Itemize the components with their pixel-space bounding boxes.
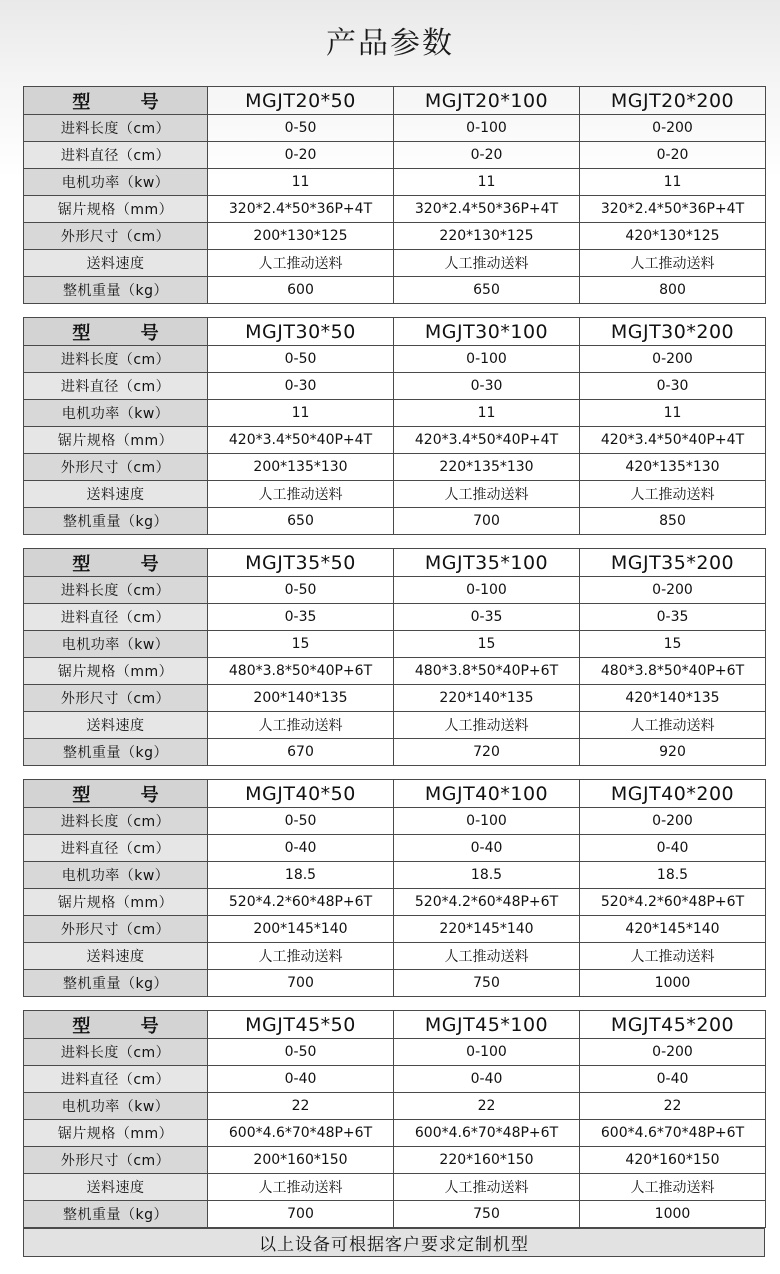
spec-value-cell: 220*140*135	[394, 685, 580, 712]
spec-value-cell: 0-50	[208, 115, 394, 142]
spec-value-cell: 480*3.8*50*40P+6T	[208, 658, 394, 685]
spec-value-cell: 600*4.6*70*48P+6T	[580, 1120, 766, 1147]
spec-table-5	[23, 1010, 766, 1228]
row-label-motor-power: 电机功率（kw）	[24, 862, 208, 889]
model-name-cell: MGJT30*50	[208, 318, 394, 346]
spec-value-cell: 200*140*135	[208, 685, 394, 712]
spec-row-feed-speed	[24, 943, 766, 970]
spec-value-cell: 600*4.6*70*48P+6T	[208, 1120, 394, 1147]
spec-value-cell: 220*135*130	[394, 454, 580, 481]
spec-value-cell: 0-50	[208, 808, 394, 835]
row-label-dimensions: 外形尺寸（cm）	[24, 223, 208, 250]
row-label-weight: 整机重量（kg）	[24, 1201, 208, 1228]
spec-value-cell: 420*3.4*50*40P+4T	[580, 427, 766, 454]
spec-value-cell: 人工推动送料	[208, 712, 394, 739]
spec-row-weight	[24, 1201, 766, 1228]
spec-value-cell: 0-40	[580, 835, 766, 862]
model-name-cell: MGJT20*50	[208, 87, 394, 115]
spec-value-cell: 11	[580, 400, 766, 427]
spec-value-cell: 520*4.2*60*48P+6T	[208, 889, 394, 916]
spec-value-cell: 0-200	[580, 577, 766, 604]
row-label-weight: 整机重量（kg）	[24, 739, 208, 766]
spec-value-cell: 18.5	[208, 862, 394, 889]
spec-value-cell: 人工推动送料	[208, 481, 394, 508]
spec-value-cell: 320*2.4*50*36P+4T	[580, 196, 766, 223]
spec-value-cell: 0-100	[394, 346, 580, 373]
row-label-feed-length: 进料长度（cm）	[24, 346, 208, 373]
spec-value-cell: 600*4.6*70*48P+6T	[394, 1120, 580, 1147]
model-label: 型 号	[24, 1011, 208, 1039]
row-label-blade-spec: 锯片规格（mm）	[24, 658, 208, 685]
spec-value-cell: 850	[580, 508, 766, 535]
spec-value-cell: 人工推动送料	[580, 250, 766, 277]
spec-value-cell: 320*2.4*50*36P+4T	[208, 196, 394, 223]
model-name-cell: MGJT30*100	[394, 318, 580, 346]
spec-row-feed-length	[24, 577, 766, 604]
model-label: 型 号	[24, 780, 208, 808]
spec-value-cell: 480*3.8*50*40P+6T	[580, 658, 766, 685]
spec-value-cell: 700	[394, 508, 580, 535]
spec-value-cell: 0-40	[208, 1066, 394, 1093]
spec-value-cell: 0-20	[208, 142, 394, 169]
row-label-feed-diameter: 进料直径（cm）	[24, 1066, 208, 1093]
spec-value-cell: 480*3.8*50*40P+6T	[394, 658, 580, 685]
model-name-cell: MGJT40*50	[208, 780, 394, 808]
spec-value-cell: 420*145*140	[580, 916, 766, 943]
spec-row-blade-spec	[24, 196, 766, 223]
spec-value-cell: 0-50	[208, 577, 394, 604]
spec-row-dimensions	[24, 223, 766, 250]
spec-tables	[23, 86, 765, 1257]
model-header-row	[24, 87, 766, 115]
model-name-cell: MGJT40*100	[394, 780, 580, 808]
spec-row-blade-spec	[24, 889, 766, 916]
spec-value-cell: 200*130*125	[208, 223, 394, 250]
spec-value-cell: 420*130*125	[580, 223, 766, 250]
row-label-feed-speed: 送料速度	[24, 712, 208, 739]
spec-row-dimensions	[24, 1147, 766, 1174]
row-label-feed-speed: 送料速度	[24, 943, 208, 970]
model-name-cell: MGJT45*50	[208, 1011, 394, 1039]
spec-value-cell: 人工推动送料	[208, 1174, 394, 1201]
model-name-cell: MGJT20*100	[394, 87, 580, 115]
spec-value-cell: 0-200	[580, 115, 766, 142]
spec-value-cell: 人工推动送料	[394, 250, 580, 277]
spec-value-cell: 0-35	[208, 604, 394, 631]
spec-row-weight	[24, 970, 766, 997]
spec-row-motor-power	[24, 1093, 766, 1120]
spec-row-feed-speed	[24, 250, 766, 277]
spec-row-feed-speed	[24, 712, 766, 739]
spec-value-cell: 920	[580, 739, 766, 766]
spec-row-feed-diameter	[24, 142, 766, 169]
model-header-row	[24, 780, 766, 808]
row-label-feed-speed: 送料速度	[24, 1174, 208, 1201]
spec-value-cell: 0-40	[394, 835, 580, 862]
spec-value-cell: 11	[394, 169, 580, 196]
spec-value-cell: 420*135*130	[580, 454, 766, 481]
spec-value-cell: 人工推动送料	[580, 943, 766, 970]
spec-row-weight	[24, 277, 766, 304]
row-label-feed-speed: 送料速度	[24, 250, 208, 277]
model-name-cell: MGJT30*200	[580, 318, 766, 346]
spec-value-cell: 22	[394, 1093, 580, 1120]
spec-value-cell: 200*160*150	[208, 1147, 394, 1174]
spec-value-cell: 0-30	[580, 373, 766, 400]
spec-value-cell: 11	[208, 169, 394, 196]
spec-value-cell: 人工推动送料	[394, 481, 580, 508]
spec-value-cell: 人工推动送料	[394, 1174, 580, 1201]
row-label-motor-power: 电机功率（kw）	[24, 631, 208, 658]
spec-value-cell: 0-200	[580, 1039, 766, 1066]
model-label: 型 号	[24, 549, 208, 577]
model-name-cell: MGJT40*200	[580, 780, 766, 808]
spec-value-cell: 420*160*150	[580, 1147, 766, 1174]
spec-value-cell: 0-200	[580, 808, 766, 835]
spec-row-blade-spec	[24, 1120, 766, 1147]
model-name-cell: MGJT20*200	[580, 87, 766, 115]
spec-table-4	[23, 779, 766, 997]
model-header-row	[24, 318, 766, 346]
spec-value-cell: 0-30	[208, 373, 394, 400]
spec-value-cell: 670	[208, 739, 394, 766]
row-label-motor-power: 电机功率（kw）	[24, 1093, 208, 1120]
spec-row-feed-diameter	[24, 604, 766, 631]
spec-value-cell: 人工推动送料	[208, 250, 394, 277]
row-label-motor-power: 电机功率（kw）	[24, 400, 208, 427]
spec-table-1	[23, 86, 766, 304]
spec-value-cell: 800	[580, 277, 766, 304]
spec-value-cell: 人工推动送料	[580, 481, 766, 508]
spec-value-cell: 420*140*135	[580, 685, 766, 712]
spec-value-cell: 11	[394, 400, 580, 427]
spec-value-cell: 750	[394, 1201, 580, 1228]
spec-value-cell: 15	[580, 631, 766, 658]
spec-value-cell: 0-50	[208, 1039, 394, 1066]
spec-value-cell: 18.5	[394, 862, 580, 889]
spec-value-cell: 0-100	[394, 1039, 580, 1066]
spec-value-cell: 0-20	[580, 142, 766, 169]
spec-value-cell: 600	[208, 277, 394, 304]
spec-row-blade-spec	[24, 427, 766, 454]
spec-value-cell: 0-20	[394, 142, 580, 169]
page-title: 产品参数	[326, 26, 454, 61]
row-label-feed-diameter: 进料直径（cm）	[24, 142, 208, 169]
spec-table-3	[23, 548, 766, 766]
spec-value-cell: 22	[208, 1093, 394, 1120]
spec-row-weight	[24, 508, 766, 535]
row-label-weight: 整机重量（kg）	[24, 277, 208, 304]
spec-row-feed-length	[24, 808, 766, 835]
spec-row-motor-power	[24, 400, 766, 427]
spec-value-cell: 320*2.4*50*36P+4T	[394, 196, 580, 223]
spec-row-dimensions	[24, 916, 766, 943]
row-label-dimensions: 外形尺寸（cm）	[24, 916, 208, 943]
model-name-cell: MGJT45*200	[580, 1011, 766, 1039]
spec-row-feed-speed	[24, 1174, 766, 1201]
spec-value-cell: 15	[208, 631, 394, 658]
row-label-blade-spec: 锯片规格（mm）	[24, 889, 208, 916]
model-header-row	[24, 1011, 766, 1039]
spec-value-cell: 520*4.2*60*48P+6T	[580, 889, 766, 916]
spec-value-cell: 人工推动送料	[394, 712, 580, 739]
spec-row-feed-diameter	[24, 835, 766, 862]
spec-value-cell: 220*145*140	[394, 916, 580, 943]
spec-row-feed-diameter	[24, 1066, 766, 1093]
spec-row-feed-diameter	[24, 373, 766, 400]
row-label-feed-length: 进料长度（cm）	[24, 808, 208, 835]
row-label-dimensions: 外形尺寸（cm）	[24, 1147, 208, 1174]
spec-value-cell: 520*4.2*60*48P+6T	[394, 889, 580, 916]
spec-row-feed-speed	[24, 481, 766, 508]
spec-value-cell: 0-100	[394, 115, 580, 142]
spec-value-cell: 420*3.4*50*40P+4T	[208, 427, 394, 454]
row-label-feed-diameter: 进料直径（cm）	[24, 835, 208, 862]
spec-row-feed-length	[24, 346, 766, 373]
spec-value-cell: 420*3.4*50*40P+4T	[394, 427, 580, 454]
spec-value-cell: 200*145*140	[208, 916, 394, 943]
spec-row-dimensions	[24, 685, 766, 712]
spec-value-cell: 0-30	[394, 373, 580, 400]
spec-value-cell: 18.5	[580, 862, 766, 889]
spec-value-cell: 0-40	[394, 1066, 580, 1093]
spec-row-weight	[24, 739, 766, 766]
spec-value-cell: 0-50	[208, 346, 394, 373]
spec-value-cell: 220*130*125	[394, 223, 580, 250]
spec-table-2	[23, 317, 766, 535]
model-name-cell: MGJT35*50	[208, 549, 394, 577]
spec-value-cell: 0-40	[208, 835, 394, 862]
row-label-motor-power: 电机功率（kw）	[24, 169, 208, 196]
row-label-dimensions: 外形尺寸（cm）	[24, 454, 208, 481]
row-label-feed-diameter: 进料直径（cm）	[24, 373, 208, 400]
row-label-weight: 整机重量（kg）	[24, 970, 208, 997]
model-header-row	[24, 549, 766, 577]
row-label-feed-speed: 送料速度	[24, 481, 208, 508]
row-label-feed-length: 进料长度（cm）	[24, 577, 208, 604]
row-label-feed-length: 进料长度（cm）	[24, 1039, 208, 1066]
spec-value-cell: 0-35	[580, 604, 766, 631]
spec-value-cell: 700	[208, 970, 394, 997]
model-label: 型 号	[24, 87, 208, 115]
spec-value-cell: 700	[208, 1201, 394, 1228]
spec-row-feed-length	[24, 115, 766, 142]
spec-value-cell: 11	[208, 400, 394, 427]
spec-value-cell: 720	[394, 739, 580, 766]
row-label-blade-spec: 锯片规格（mm）	[24, 1120, 208, 1147]
spec-value-cell: 1000	[580, 1201, 766, 1228]
spec-row-motor-power	[24, 631, 766, 658]
spec-value-cell: 人工推动送料	[394, 943, 580, 970]
model-name-cell: MGJT35*200	[580, 549, 766, 577]
footer-table	[23, 1228, 765, 1257]
row-label-weight: 整机重量（kg）	[24, 508, 208, 535]
spec-row-motor-power	[24, 862, 766, 889]
row-label-blade-spec: 锯片规格（mm）	[24, 427, 208, 454]
model-name-cell: MGJT35*100	[394, 549, 580, 577]
spec-value-cell: 650	[394, 277, 580, 304]
footer-note: 以上设备可根据客户要求定制机型	[24, 1229, 765, 1257]
row-label-dimensions: 外形尺寸（cm）	[24, 685, 208, 712]
spec-row-feed-length	[24, 1039, 766, 1066]
spec-value-cell: 0-200	[580, 346, 766, 373]
spec-row-dimensions	[24, 454, 766, 481]
row-label-feed-diameter: 进料直径（cm）	[24, 604, 208, 631]
spec-value-cell: 人工推动送料	[580, 712, 766, 739]
spec-value-cell: 0-35	[394, 604, 580, 631]
spec-row-blade-spec	[24, 658, 766, 685]
spec-value-cell: 人工推动送料	[208, 943, 394, 970]
spec-value-cell: 650	[208, 508, 394, 535]
spec-value-cell: 人工推动送料	[580, 1174, 766, 1201]
spec-value-cell: 15	[394, 631, 580, 658]
model-name-cell: MGJT45*100	[394, 1011, 580, 1039]
spec-row-motor-power	[24, 169, 766, 196]
spec-value-cell: 0-100	[394, 577, 580, 604]
spec-value-cell: 220*160*150	[394, 1147, 580, 1174]
model-label: 型 号	[24, 318, 208, 346]
spec-value-cell: 0-40	[580, 1066, 766, 1093]
spec-value-cell: 22	[580, 1093, 766, 1120]
spec-value-cell: 0-100	[394, 808, 580, 835]
spec-value-cell: 1000	[580, 970, 766, 997]
row-label-feed-length: 进料长度（cm）	[24, 115, 208, 142]
spec-value-cell: 11	[580, 169, 766, 196]
row-label-blade-spec: 锯片规格（mm）	[24, 196, 208, 223]
spec-value-cell: 750	[394, 970, 580, 997]
spec-value-cell: 200*135*130	[208, 454, 394, 481]
